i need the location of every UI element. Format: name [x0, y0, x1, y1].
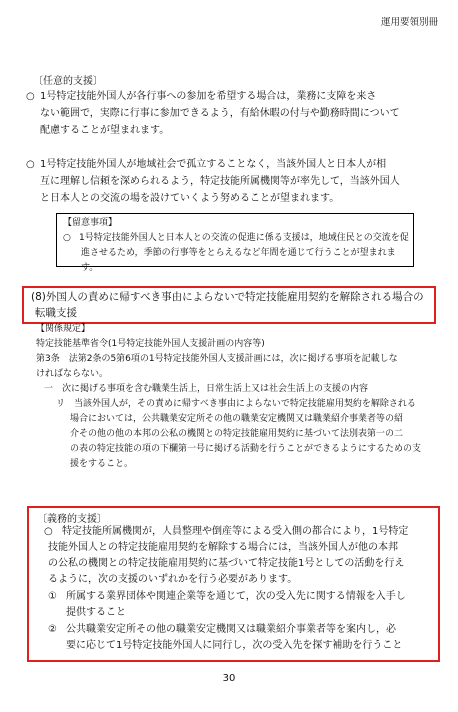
text-line: 1号特定技能外国人が地域社会で孤立することなく，当該外国人と日本人が相: [40, 159, 387, 170]
text-line: 第3条 法第2条の5第6項の1号特定技能外国人支援計画には，次に掲げる事項を記載しな: [36, 354, 398, 364]
notes-text: [79, 231, 409, 276]
text-line: 援をすること。: [70, 459, 134, 469]
notes-label: 【留意事項】: [63, 218, 118, 228]
text-line: ければならない。: [36, 369, 109, 379]
section-label-mandatory-support: 〔義務的支援〕: [37, 514, 107, 525]
sub-item-number: ①: [48, 591, 57, 602]
sub-item: [44, 622, 424, 654]
text-line: 互に理解し信頼を深められるよう，特定技能所属機関等が率先して，当該外国人: [40, 176, 400, 187]
text-line: の表の特定技能の項の下欄第一号に掲げる活動を行うことができるようにするための支: [70, 444, 422, 454]
section-heading-highlight: [22, 286, 436, 324]
text-line: ない範囲で，実際に行事に参加できるよう，有給休暇の付与や勤務時間について: [40, 108, 400, 119]
mandatory-support-text: [44, 524, 424, 654]
list-item: [26, 156, 428, 207]
related-provisions: [36, 322, 431, 472]
bullet: ○: [26, 91, 35, 102]
bullet: ○: [26, 159, 35, 170]
text-line: 提供すること: [66, 607, 126, 618]
bullet: ○: [44, 526, 53, 537]
text-line: 1号特定技能外国人と日本人との交流の促進に係る支援は，地域住民との交流を促: [79, 233, 409, 243]
sub-item: [44, 589, 424, 621]
text-line: るように，次の支援のいずれかを行う必要があります。: [48, 574, 298, 585]
text-line: 特定技能基準省令(1号特定技能外国人支援計画の内容等): [36, 339, 265, 349]
section-8-heading: [31, 289, 424, 321]
page-number: 30: [222, 673, 236, 684]
text-line: リ 当該外国人が，その責めに帰すべき事由によらないで特定技能雇用契約を解除される: [56, 399, 416, 409]
text-line: 要に応じて1号特定技能外国人に同行し，次の受入先を探す補助を行うこと: [66, 640, 403, 651]
text-line: 特定技能所属機関が，人員整理や倒産等による受入側の都合により，1号特定: [62, 526, 409, 537]
text-line: 技能外国人との特定技能雇用契約を解除する場合には，当該外国人が他の本邦: [48, 542, 398, 553]
text-line: 転職支援: [35, 307, 77, 319]
list-item: [26, 88, 428, 139]
text-line: 配慮することが望まれます。: [40, 125, 170, 136]
text-line: 進させるため，季節の行事等をとらえるなど年間を通じて行うことが望まれます。: [81, 248, 396, 273]
sub-item-number: ②: [48, 624, 57, 635]
text-line: (8)外国人の責めに帰すべき事由によらないで特定技能雇用契約を解除される場合の: [31, 291, 424, 303]
text-line: 場合においては，公共職業安定所その他の職業安定機関又は職業紹介事業者等の紹: [70, 414, 404, 424]
document-header: 運用要領別冊: [380, 17, 438, 28]
text-line: 1号特定技能外国人が各行事への参加を希望する場合は，業務に支障を来さ: [40, 91, 377, 102]
text-line: 介その他の他の本邦の公私の機関との特定技能雇用契約に基づいて法別表第一の二: [70, 429, 404, 439]
bullet: ○: [63, 233, 71, 243]
notes-box: [56, 213, 414, 273]
text-line: と日本人との交流の場を設けていくよう努めることが望まれます。: [40, 193, 340, 204]
section-label-optional-support: 〔任意的支援〕: [33, 76, 103, 87]
provisions-label: 【関係規定】: [36, 324, 91, 334]
text-line: の公私の機関との特定技能雇用契約に基づいて特定技能1号としての活動を行え: [48, 558, 405, 569]
text-line: 公共職業安定所その他の職業安定機関又は職業紹介事業者等を案内し，必: [66, 624, 396, 635]
text-line: 一 次に掲げる事項を含む職業生活上，日常生活上又は社会生活上の支援の内容: [44, 384, 369, 394]
text-line: 所属する業界団体や関連企業等を通じて，次の受入先に関する情報を入手し: [66, 591, 406, 602]
